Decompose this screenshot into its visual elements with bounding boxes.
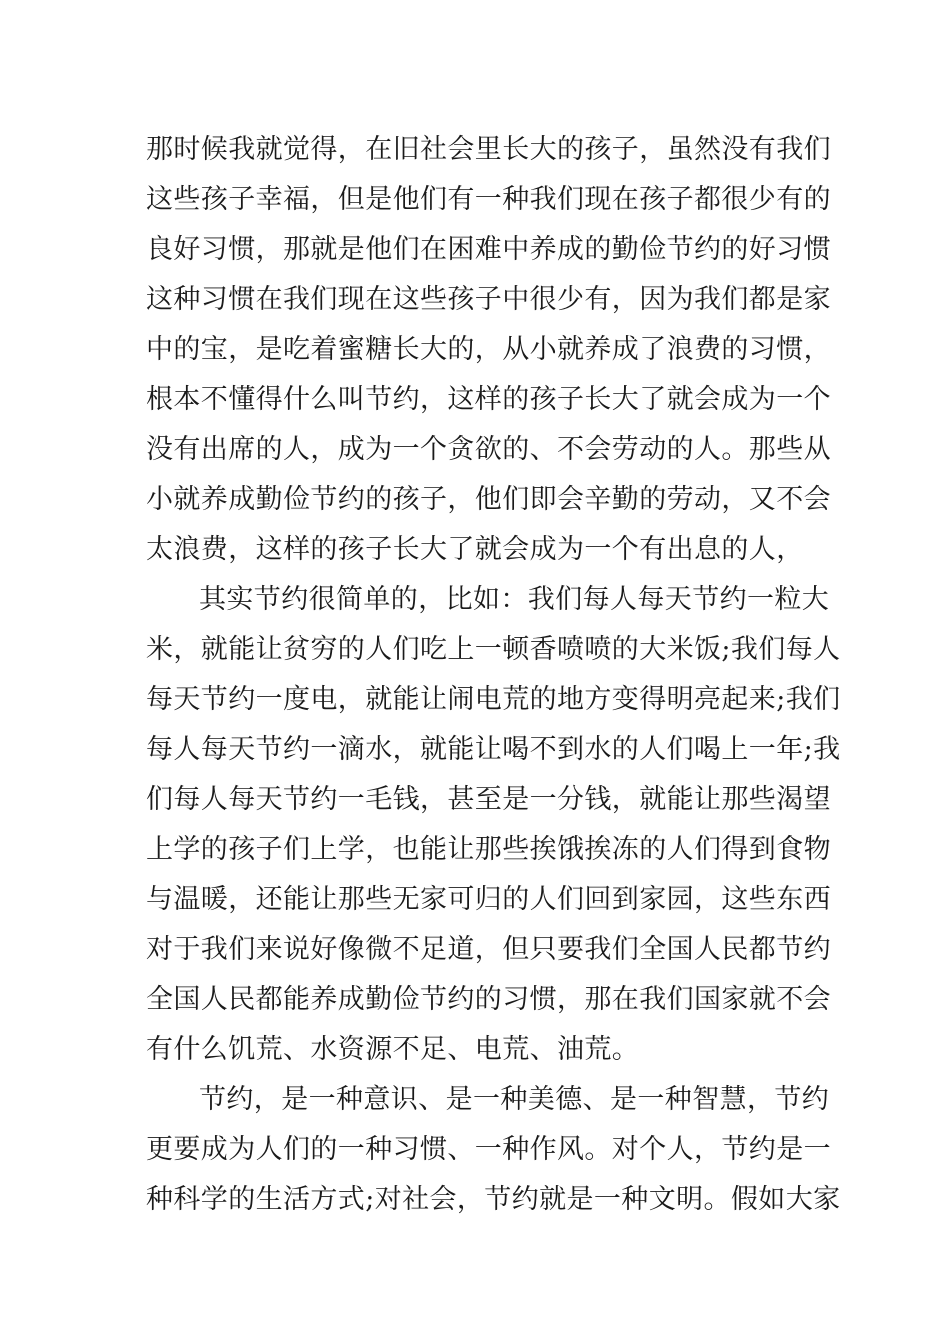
text-line: 上学的孩子们上学，也能让那些挨饿挨冻的人们得到食物 bbox=[146, 834, 831, 865]
paragraph-first-line: 节约，是一种意识、是一种美德、是一种智慧，节约 bbox=[199, 1084, 830, 1115]
text-line: 有什么饥荒、水资源不足、电荒、油荒。 bbox=[146, 1034, 640, 1065]
text-line: 对于我们来说好像微不足道，但只要我们全国人民都节约 bbox=[146, 934, 831, 965]
text-line: 小就养成勤俭节约的孩子，他们即会辛勤的劳动，又不会 bbox=[146, 484, 831, 515]
paragraph-first-line: 其实节约很简单的，比如：我们每人每天节约一粒大 bbox=[199, 584, 830, 615]
text-line: 全国人民都能养成勤俭节约的习惯，那在我们国家就不会 bbox=[146, 984, 831, 1015]
text-line: 良好习惯，那就是他们在困难中养成的勤俭节约的好习惯 bbox=[146, 234, 831, 265]
text-line: 米，就能让贫穷的人们吃上一顿香喷喷的大米饭;我们每人 bbox=[146, 634, 841, 665]
text-line: 们每人每天节约一毛钱，甚至是一分钱，就能让那些渴望 bbox=[146, 784, 831, 815]
text-line: 根本不懂得什么叫节约，这样的孩子长大了就会成为一个 bbox=[146, 384, 831, 415]
text-line: 这种习惯在我们现在这些孩子中很少有，因为我们都是家 bbox=[146, 284, 831, 315]
text-line: 每人每天节约一滴水，就能让喝不到水的人们喝上一年;我 bbox=[146, 734, 841, 765]
text-line: 每天节约一度电，就能让闹电荒的地方变得明亮起来;我们 bbox=[146, 684, 841, 715]
text-line: 种科学的生活方式;对社会，节约就是一种文明。假如大家 bbox=[146, 1184, 841, 1215]
text-line: 更要成为人们的一种习惯、一种作风。对个人，节约是一 bbox=[146, 1134, 831, 1165]
text-line: 太浪费，这样的孩子长大了就会成为一个有出息的人， bbox=[146, 534, 804, 565]
text-line: 这些孩子幸福，但是他们有一种我们现在孩子都很少有的 bbox=[146, 184, 831, 215]
text-line: 没有出席的人，成为一个贪欲的、不会劳动的人。那些从 bbox=[146, 434, 831, 465]
text-line: 与温暖，还能让那些无家可归的人们回到家园，这些东西 bbox=[146, 884, 831, 915]
text-line: 中的宝，是吃着蜜糖长大的，从小就养成了浪费的习惯， bbox=[146, 334, 831, 365]
text-line: 那时候我就觉得，在旧社会里长大的孩子，虽然没有我们 bbox=[146, 134, 831, 165]
